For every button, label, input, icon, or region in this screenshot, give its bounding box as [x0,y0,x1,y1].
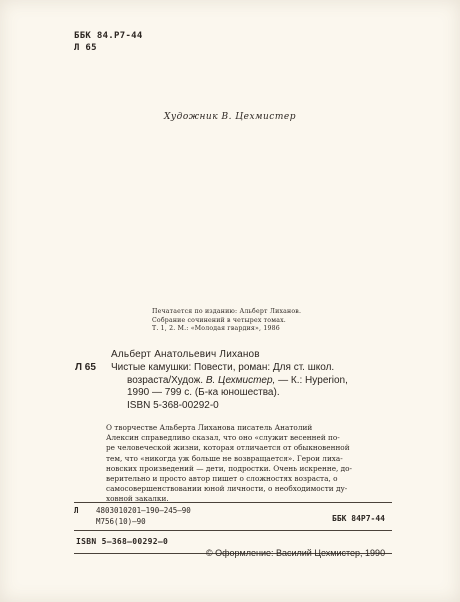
catalog-denominator: М756(10)—90 [96,517,146,526]
annotation-line: новских произведений — дети, подростки. Очень искренне, до- [106,463,353,473]
bib-line-3: 1990 — 799 с. (Б-ка юношества). [127,387,280,398]
catalog-line-2 [74,516,191,527]
bibliographic-author: Альберт Анатольевич Лиханов [111,349,260,360]
annotation-line: Алексин справедливо сказал, что оно «служит весенней по- [106,433,340,443]
bib-isbn: ISBN 5-368-00292-0 [127,399,219,411]
divider [74,530,392,531]
bib-title-line: Чистые камушки: Повести, роман: Для ст. школ. [111,362,335,373]
bibliographic-record [111,362,401,412]
catalog-code [74,505,191,527]
artist-credit: Художник В. Цехмистер [164,112,296,122]
bibliographic-mark: Л 65 [75,362,96,373]
source-line: Т. 1, 2. М.: «Молодая гвардия», 1986 [152,325,280,332]
bib-line-2-end: — К.: Hyperion, [278,374,348,386]
catalog-suffix: —245—90 [159,506,191,515]
bib-line-2 [111,375,401,388]
annotation-line: тем, что «никогда уж больше не возвращается». Герои лиха- [106,453,343,463]
bib-line-2-start: возраста/Худож. [127,374,204,386]
source-line: Собрание сочинений в четырех томах. [152,316,286,324]
catalog-number: 4803010201—190 [96,506,160,515]
classification-block [74,30,143,54]
annotation-line: ховной закалки. [106,494,169,504]
bbk-code: ББК 84.Р7-44 [74,31,143,41]
bib-line-2-artist: В. Цехмистер, [205,374,276,386]
annotation-line: О творчестве Альберта Лиханова писатель Анатолий [106,423,313,432]
annotation-line: верительно и просто автор пишет о сложностях возраста, о [106,474,338,484]
annotation-line: ре человеческой жизни, которая отличается от обыкновенной [106,443,350,453]
annotation-line: самосовершенствовании юной личности, о необходимости ду- [106,484,348,494]
source-line: Печатается по изданию: Альберт Лиханов. [152,308,302,315]
copyright-notice: © Оформление: Василий Цехмистер, 1990 [206,548,386,558]
source-edition-note [152,308,372,334]
catalog-isbn: ISBN 5—368—00292—0 [76,537,169,546]
catalog-label: Л [74,506,79,515]
catalog-bbk: ББК 84Р7-44 [332,514,385,523]
divider [74,502,392,503]
catalog-line-1 [74,505,191,516]
annotation [106,423,408,505]
author-mark: Л 65 [74,43,97,53]
